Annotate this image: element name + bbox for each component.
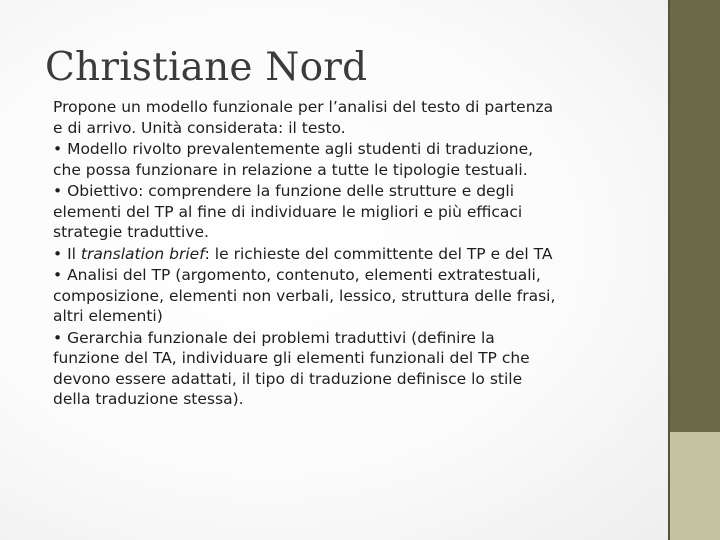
paragraph-line: altri elementi) [53,307,163,325]
paragraph-line: che possa funzionare in relazione a tutte le tipologie testuali. [53,160,528,179]
bullet-item [53,244,633,265]
bullet-prefix: • Il [53,244,81,263]
bullet-item [53,139,633,180]
paragraph-line: composizione, elementi non verbali, lessico, struttura delle frasi, [53,286,556,305]
bullet-item [53,181,633,243]
paragraph-line: elementi del TP al fine di individuare le migliori e più efficaci [53,202,523,221]
paragraph-line: della traduzione stessa). [53,390,244,408]
paragraph-line: funzione del TA, individuare gli elementi funzionali del TP che [53,349,530,367]
paragraph-line: e di arrivo. Unità considerata: il testo. [53,118,346,137]
paragraph-line: • Gerarchia funzionale dei problemi traduttivi (definire la [53,328,495,347]
paragraph-line: • Analisi del TP (argomento, contenuto, elementi extratestuali, [53,266,541,284]
slide-body [53,97,633,411]
slide-title: Christiane Nord [45,45,368,90]
paragraph-line: strategie traduttive. [53,223,209,241]
paragraph-line [53,244,633,265]
paragraph-intro [53,97,633,138]
bullet-suffix: : le richieste del committente del TP e del TA [204,244,553,263]
bullet-item [53,265,633,327]
paragraph-line: • Obiettivo: comprendere la funzione delle strutture e degli [53,182,515,200]
paragraph-line: Propone un modello funzionale per l’analisi del testo di partenza [53,98,554,116]
sidebar-accent-block [670,432,720,540]
emphasized-term: translation brief [80,244,205,263]
bullet-item [53,328,633,410]
paragraph-line: devono essere adattati, il tipo di traduzione definisce lo stile [53,369,523,388]
paragraph-line: • Modello rivolto prevalentemente agli studenti di traduzione, [53,140,534,158]
